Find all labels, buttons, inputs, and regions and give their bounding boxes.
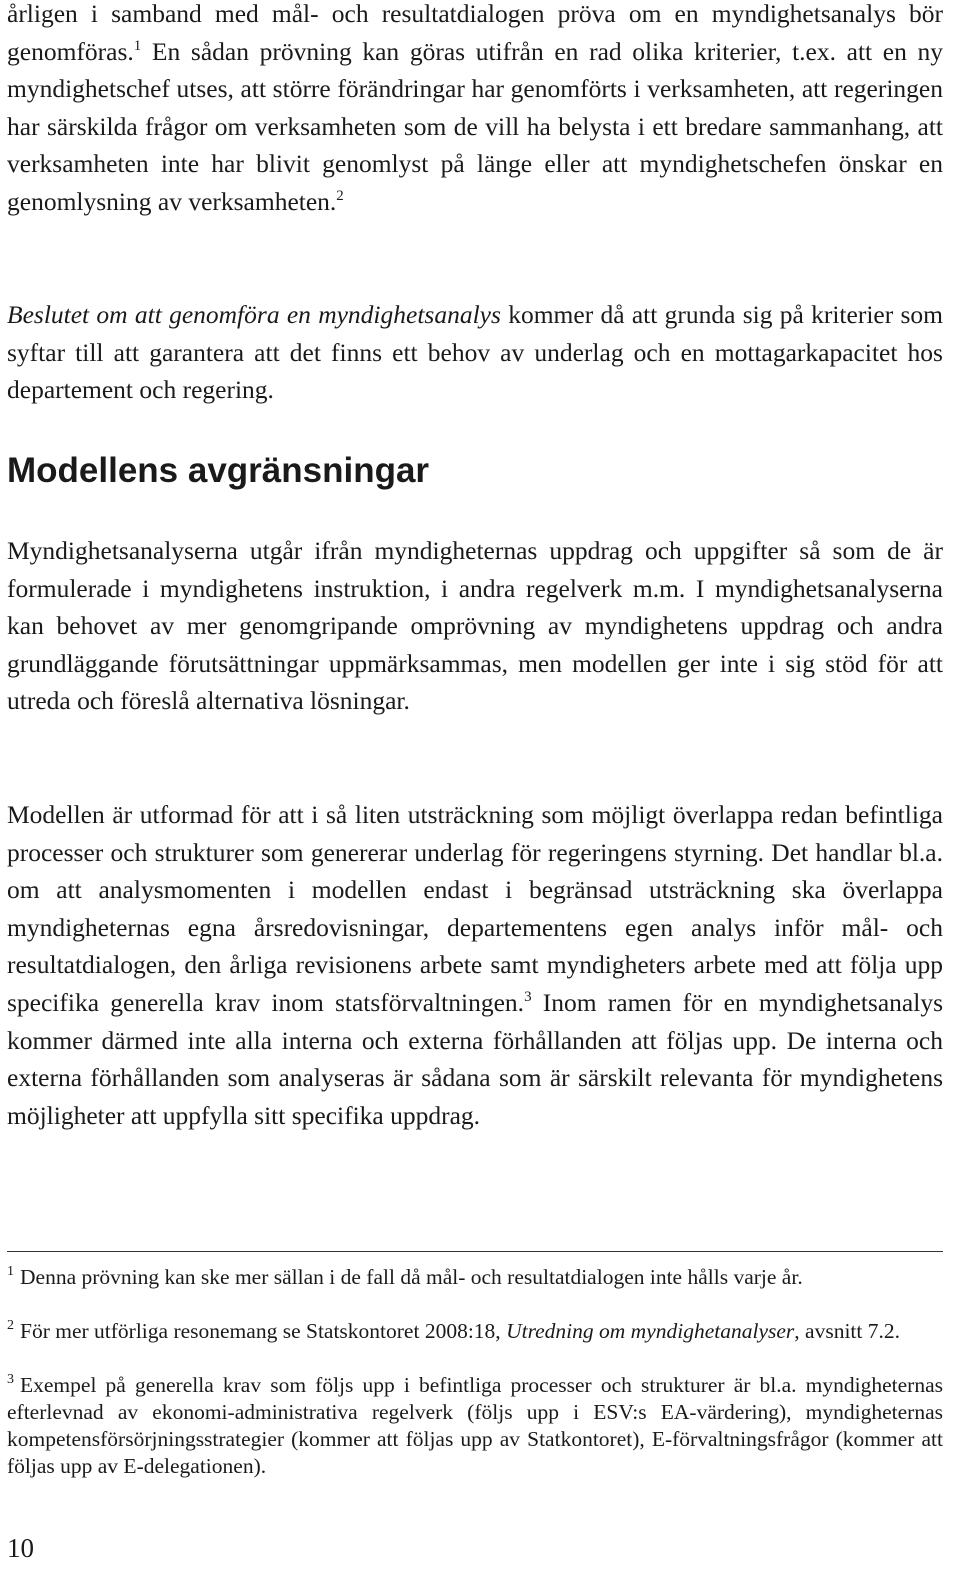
paragraph-text: Myndighetsanalyserna utgår ifrån myndigheternas uppdrag och uppgifter så som de är formulerade i myndighetens instruktion, i andra regelverk m.m. I myndighetsanalyserna kan behovet av mer genomgripande omprövning av myndighetens uppdrag och andra grundläggande förutsättningar uppmärksammas, men modellen ger inte i sig stöd för att utreda och föreslå alternativa lösningar. <box>7 536 943 716</box>
footnote-number: 2 <box>7 1318 14 1333</box>
paragraph-text: Inom ramen för en myndighetsanalys kommer därmed inte alla interna och externa förhållanden att följas upp. De interna och externa förhållanden som analyseras är sådana som är särskilt relevanta för myndighetens möjligheter att uppfylla sitt specifika uppdrag. <box>7 987 943 1130</box>
footnote-3 <box>7 1372 943 1480</box>
paragraph-text: En sådan prövning kan göras utifrån en rad olika kriterier, t.ex. att en ny myndighetschef utses, att större förändringar har genomförts i verksamheten, att regeringen har särskilda frågor om verksamheten som de vill ha belysta i ett bredare sammanhang, att verksamheten inte har blivit genomlyst på länge eller att myndighetschefen önskar en genomlysning av verksamheten. <box>7 36 943 216</box>
paragraph-text: kommer då att grunda sig på kriterier som syftar till att garantera att det finns ett behov av underlag och en mottagarkapacitet hos departement och regering. <box>7 300 944 405</box>
footnote-ref-1[interactable]: 1 <box>133 37 142 54</box>
footnote-1 <box>7 1264 943 1291</box>
paragraph-text: årligen i samband med mål- och resultatdialogen pröva om en myndighetsanalys bör genomföras. <box>7 0 943 66</box>
footnote-ref-2[interactable]: 2 <box>336 187 344 204</box>
paragraph-myndighetsanalys-provning <box>7 0 943 221</box>
paragraph-beslutet <box>7 296 943 409</box>
paragraph-myndighetsanalyserna <box>7 532 943 720</box>
page-number: 10 <box>7 1533 34 1563</box>
paragraph-modellen-utformad <box>7 796 943 1134</box>
footnote-title: Utredning om myndighetanalyser <box>506 1319 795 1343</box>
footnote-divider <box>7 1251 943 1252</box>
emphasis-text: Beslutet om att genomföra en myndighetsanalys <box>7 300 501 329</box>
paragraph-text: Modellen är utformad för att i så liten utsträckning som möjligt överlappa redan befintliga processer och strukturer som genererar underlag för regeringens styrning. Det handlar bl.a. om att analysmomenten i modellen endast i begränsad utsträckning ska överlappa myndigheternas egna årsredovisningar, departementens egen analys inför mål- och resultatdialogen, den årliga revisionens arbete samt myndigheters arbete med att följa upp specifika generella krav inom statsförvaltningen. <box>7 800 943 1017</box>
footnote-2 <box>7 1318 943 1345</box>
footnote-text: , avsnitt 7.2. <box>794 1319 900 1343</box>
footnote-text: Exempel på generella krav som följs upp i befintliga processer och strukturer är bl.a. myndigheternas efterlevnad av ekonomi-administrativa regelverk (följs upp i ESV:s EA-värdering), myndigheternas kompetensförsörjningsstrategier (kommer att följas upp av Statkontoret), E-förvaltningsfrågor (kommer att följas upp av E-delegationen). <box>7 1373 943 1478</box>
footnote-text: Denna prövning kan ske mer sällan i de fall då mål- och resultatdialogen inte hålls varje år. <box>20 1265 803 1289</box>
footnote-number: 1 <box>7 1264 14 1279</box>
footnote-number: 3 <box>7 1372 14 1387</box>
section-heading: Modellens avgränsningar <box>7 451 430 490</box>
footnote-text: För mer utförliga resonemang se Statskontoret 2008:18, <box>20 1319 507 1343</box>
footnote-ref-3[interactable]: 3 <box>524 988 532 1005</box>
